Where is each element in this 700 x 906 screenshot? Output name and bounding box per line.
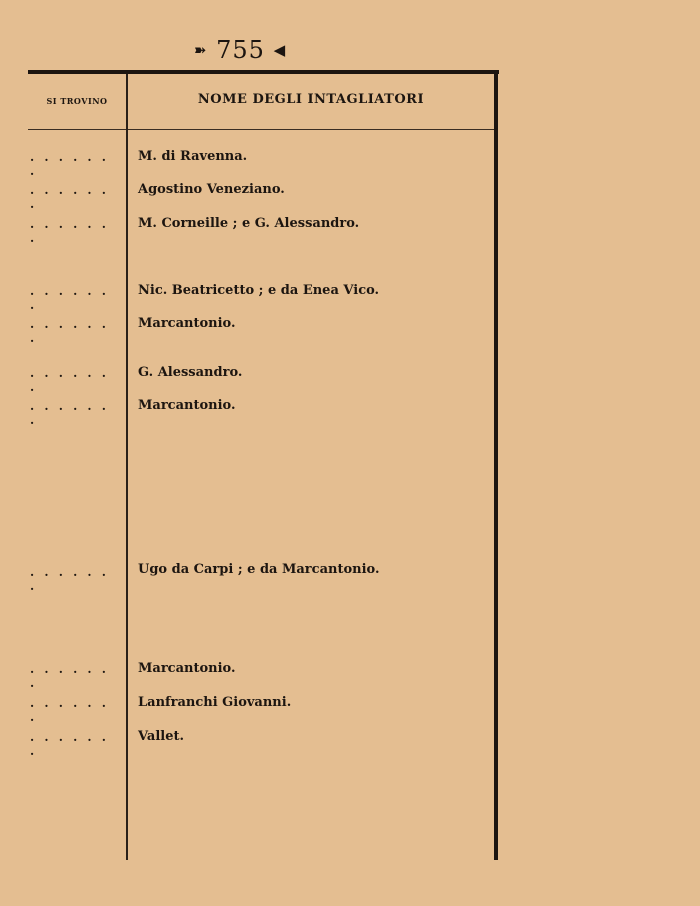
row-leader-dots: . . . . . . . <box>30 217 109 245</box>
engraver-name: M. di Ravenna. <box>138 149 248 164</box>
row-leader-dots: . . . . . . . <box>30 183 109 211</box>
row-leader-dots: . . . . . . . <box>30 565 109 593</box>
engraver-name: Lanfranchi Giovanni. <box>138 695 292 710</box>
row-leader-dots: . . . . . . . <box>30 317 109 345</box>
engraver-name: Vallet. <box>138 729 184 744</box>
column-header-location: SI TROVINO <box>46 96 108 106</box>
row-leader-dots: . . . . . . . <box>30 399 109 427</box>
page-number-value: 755 <box>216 36 265 64</box>
engraver-name: Marcantonio. <box>138 398 236 413</box>
table-top-rule <box>28 70 499 74</box>
ornament-right-icon: ◀ <box>273 41 287 59</box>
engraver-name: Marcantonio. <box>138 316 236 331</box>
row-leader-dots: . . . . . . . <box>30 284 109 312</box>
engraver-name: Nic. Beatricetto ; e da Enea Vico. <box>138 283 380 298</box>
row-leader-dots: . . . . . . . <box>30 366 109 394</box>
column-header-engravers: NOME DEGLI INTAGLIATORI <box>197 92 425 107</box>
page-number <box>0 36 480 64</box>
row-leader-dots: . . . . . . . <box>30 150 109 178</box>
engraver-name: Marcantonio. <box>138 661 236 676</box>
table-header-rule <box>28 129 496 130</box>
table-right-border <box>494 70 498 860</box>
row-leader-dots: . . . . . . . <box>30 662 109 690</box>
row-leader-dots: . . . . . . . <box>30 730 109 758</box>
row-leader-dots: . . . . . . . <box>30 696 109 724</box>
engraver-name: Agostino Veneziano. <box>138 182 285 197</box>
engraver-name: M. Corneille ; e G. Alessandro. <box>138 216 360 231</box>
engraver-name: G. Alessandro. <box>138 365 243 380</box>
engraver-name: Ugo da Carpi ; e da Marcantonio. <box>138 562 380 577</box>
column-divider <box>126 74 128 860</box>
ornament-left-icon: ➽ <box>193 41 208 59</box>
